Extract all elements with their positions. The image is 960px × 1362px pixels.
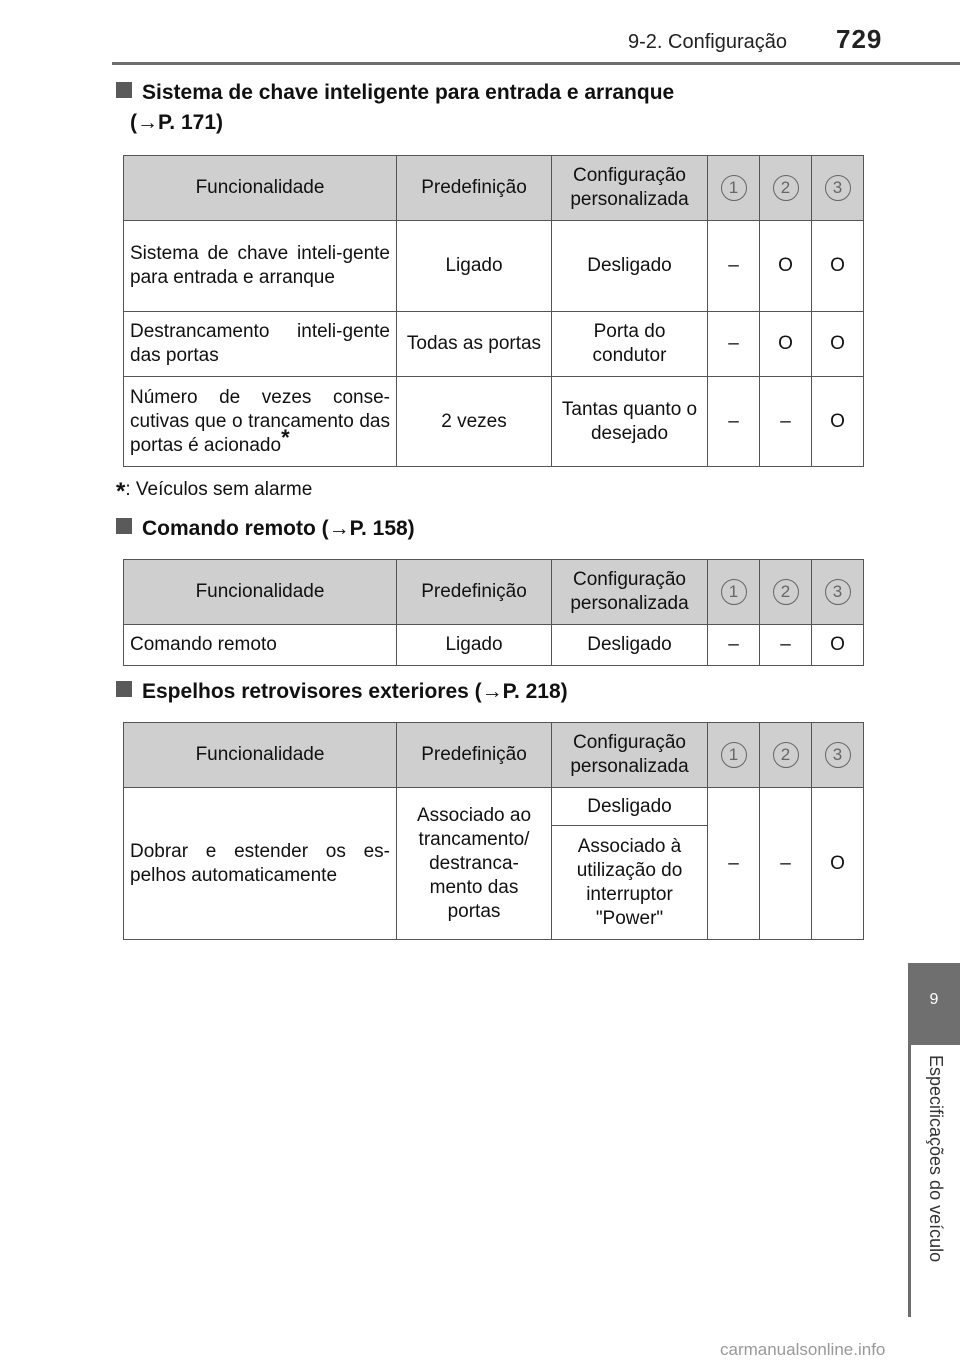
- section1-heading: [116, 78, 674, 138]
- section2-title-ref: P. 158): [349, 517, 415, 540]
- cell-c1: –: [708, 788, 760, 940]
- square-bullet-icon: [116, 681, 132, 697]
- footnote-asterisk: *: [116, 478, 126, 505]
- section1-title-line1: Sistema de chave inteligente para entrada e arranque: [142, 81, 675, 104]
- section2-heading: [116, 514, 415, 544]
- col-1: [708, 723, 760, 788]
- section3-title: Espelhos retrovisores exteriores (: [142, 680, 482, 703]
- arrow-right-icon: →: [328, 517, 350, 540]
- col-1: [708, 156, 760, 221]
- cell-cfg: Desligado: [552, 221, 708, 312]
- cell-cfg-a: Desligado: [552, 788, 708, 826]
- col-2: [760, 560, 812, 625]
- cell-pre: Ligado: [397, 221, 552, 312]
- cell-c2: –: [760, 788, 812, 940]
- section2-title: Comando remoto (: [142, 517, 329, 540]
- circled-2-icon: 2: [773, 175, 799, 201]
- table-header-row: [124, 560, 864, 625]
- section1-table: [123, 155, 864, 467]
- cell-pre: Associado ao trancamento/ destranca-mento das portas: [397, 788, 552, 940]
- section3-table: [123, 722, 864, 940]
- cell-c1: –: [708, 221, 760, 312]
- col-2: [760, 156, 812, 221]
- cell-c1: –: [708, 377, 760, 467]
- section-title: 9-2. Configuração: [628, 31, 787, 53]
- circled-3-icon: 3: [825, 742, 851, 768]
- col-2: [760, 723, 812, 788]
- header-rule: [112, 62, 960, 65]
- circled-1-icon: 1: [721, 742, 747, 768]
- table-row: [124, 312, 864, 377]
- section1-title-ref: P. 171): [158, 111, 223, 134]
- watermark: carmanualsonline.info: [720, 1340, 886, 1359]
- chapter-band: [908, 1045, 960, 1317]
- col-funcionalidade: Funcionalidade: [124, 560, 397, 625]
- col-3: [812, 560, 864, 625]
- square-bullet-icon: [116, 82, 132, 98]
- cell-pre: Ligado: [397, 625, 552, 666]
- circled-2-icon: 2: [773, 579, 799, 605]
- section1-title-open: (: [130, 111, 137, 134]
- col-predefinicao: Predefinição: [397, 723, 552, 788]
- col-predefinicao: Predefinição: [397, 156, 552, 221]
- cell-c3: O: [812, 221, 864, 312]
- col-3: [812, 156, 864, 221]
- col-predefinicao: Predefinição: [397, 560, 552, 625]
- cell-c2: O: [760, 312, 812, 377]
- cell-func: Destrancamento inteli-gente das portas: [124, 312, 397, 377]
- cell-c2: –: [760, 377, 812, 467]
- cell-func: Dobrar e estender os es-pelhos automaticamente: [124, 788, 397, 940]
- cell-func: Sistema de chave inteli-gente para entrada e arranque: [124, 221, 397, 312]
- circled-3-icon: 3: [825, 579, 851, 605]
- chapter-tab: [908, 963, 960, 1045]
- cell-c1: –: [708, 625, 760, 666]
- footnote-text: : Veículos sem alarme: [125, 479, 313, 500]
- cell-func-text: Número de vezes conse-cutivas que o trancamento das portas é acionado: [130, 386, 390, 456]
- col-configuracao: Configuração personalizada: [552, 156, 708, 221]
- col-3: [812, 723, 864, 788]
- page-header: [0, 0, 960, 66]
- cell-pre: 2 vezes: [397, 377, 552, 467]
- circled-1-icon: 1: [721, 175, 747, 201]
- cell-c1: –: [708, 312, 760, 377]
- arrow-right-icon: →: [137, 111, 158, 134]
- circled-3-icon: 3: [825, 175, 851, 201]
- cell-func: [124, 377, 397, 467]
- cell-pre: Todas as portas: [397, 312, 552, 377]
- section3-title-ref: P. 218): [502, 680, 568, 703]
- cell-c2: O: [760, 221, 812, 312]
- cell-func: Comando remoto: [124, 625, 397, 666]
- cell-cfg: Desligado: [552, 625, 708, 666]
- section3-heading: [116, 677, 568, 707]
- arrow-right-icon: →: [481, 680, 503, 703]
- cell-cfg: Tantas quanto o desejado: [552, 377, 708, 467]
- table-row: [124, 788, 864, 826]
- table-row: [124, 221, 864, 312]
- col-funcionalidade: Funcionalidade: [124, 156, 397, 221]
- cell-cfg-b: Associado à utilização do interruptor "Power": [552, 826, 708, 940]
- square-bullet-icon: [116, 518, 132, 534]
- chapter-label: Especificações do veículo: [926, 1055, 946, 1263]
- footnote: [116, 478, 312, 506]
- table-header-row: [124, 156, 864, 221]
- table-row: [124, 377, 864, 467]
- circled-2-icon: 2: [773, 742, 799, 768]
- cell-cfg: Porta do condutor: [552, 312, 708, 377]
- table-row: [124, 625, 864, 666]
- asterisk-mark: *: [281, 424, 290, 450]
- col-configuracao: Configuração personalizada: [552, 723, 708, 788]
- cell-c2: –: [760, 625, 812, 666]
- table-header-row: [124, 723, 864, 788]
- col-configuracao: Configuração personalizada: [552, 560, 708, 625]
- circled-1-icon: 1: [721, 579, 747, 605]
- col-1: [708, 560, 760, 625]
- section2-table: [123, 559, 864, 666]
- cell-c3: O: [812, 377, 864, 467]
- cell-c3: O: [812, 312, 864, 377]
- page-number: 729: [836, 24, 883, 54]
- cell-c3: O: [812, 625, 864, 666]
- col-funcionalidade: Funcionalidade: [124, 723, 397, 788]
- chapter-number: 9: [929, 991, 939, 1008]
- cell-c3: O: [812, 788, 864, 940]
